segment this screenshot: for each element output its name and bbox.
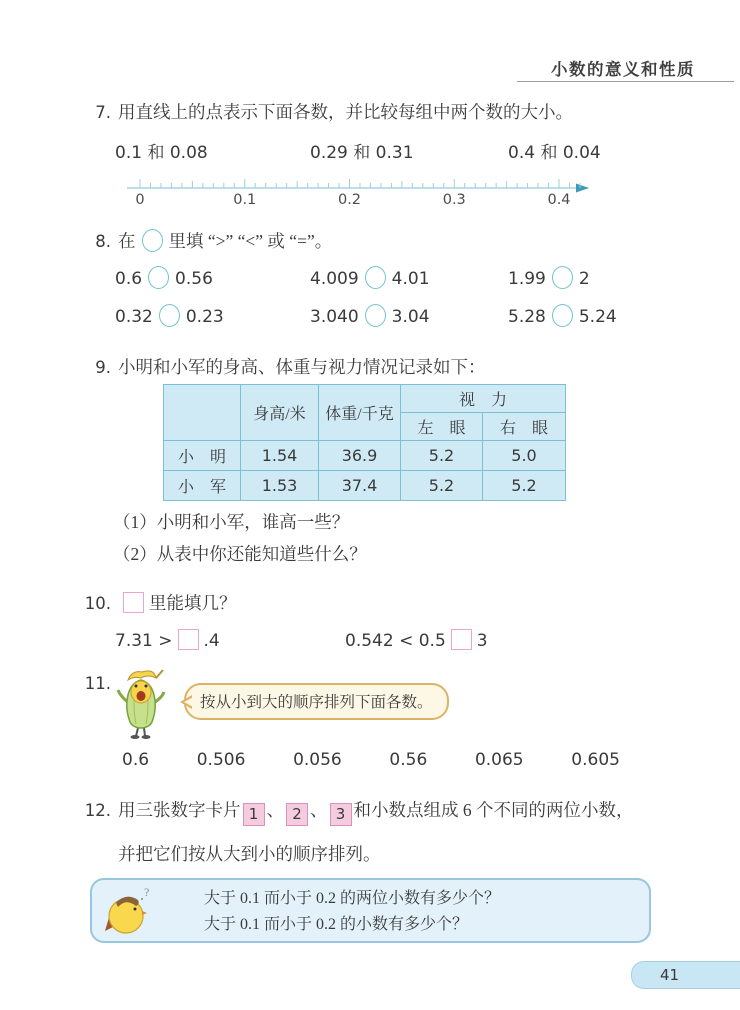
compare-circle-icon[interactable] <box>159 304 180 327</box>
page-number-badge <box>631 961 740 989</box>
compare-item: 0.32 0.23 <box>115 304 224 327</box>
problem-9-line <box>0 356 740 380</box>
problem-12-line-2: 并把它们按从大到小的顺序排列。 <box>118 844 381 864</box>
compare-circle-icon[interactable] <box>552 266 573 289</box>
col-header-weight: 体重/千克 <box>319 385 401 441</box>
problem-9-text: 小明和小军的身高、体重与视力情况记录如下： <box>118 357 486 377</box>
problem-9-number: 9. <box>95 358 111 377</box>
challenge-question-2: 大于 0.1 而小于 0.2 的小数有多少个？ <box>204 916 469 933</box>
fill-item-2: 0.542 < 0.5 3 <box>345 631 488 651</box>
tick-label-03: 0.3 <box>442 192 466 208</box>
compare-item: 1.99 2 <box>508 266 590 289</box>
problem-8-text-after: 里填 “>” “<” 或 “=”。 <box>168 231 333 251</box>
pair-2: 0.29 和 0.31 <box>310 143 414 163</box>
problem-8-number: 8. <box>95 232 111 251</box>
value-item: 0.6 <box>122 750 150 770</box>
problem-12-text-1: 用三张数字卡片 <box>118 800 241 820</box>
chick-mascot-icon <box>100 884 158 940</box>
compare-item: 0.6 0.56 <box>115 266 213 289</box>
compare-item: 5.28 5.24 <box>508 304 617 327</box>
problem-9-question-2: （2）从表中你还能知道些什么？ <box>113 544 367 564</box>
problem-7-line <box>0 101 740 125</box>
fill-box-icon[interactable] <box>451 629 472 650</box>
header-rule <box>517 81 734 82</box>
number-line-arrow-icon <box>576 184 589 193</box>
table-row: 小 明 1.54 36.9 5.2 5.0 <box>164 441 566 471</box>
digit-card-3: 3 <box>330 803 352 826</box>
problem-7-text: 用直线上的点表示下面各数，并比较每组中两个数的大小。 <box>118 102 573 122</box>
compare-circle-icon[interactable] <box>365 266 386 289</box>
digit-card-1: 1 <box>243 803 265 826</box>
number-line-svg <box>122 166 602 212</box>
chapter-title: 小数的意义和性质 <box>551 60 695 79</box>
problem-9-question-1: （1）小明和小军，谁高一些？ <box>113 512 350 532</box>
tick-label-04: 0.4 <box>547 192 571 208</box>
compare-circle-icon[interactable] <box>148 266 169 289</box>
value-item: 0.506 <box>196 750 246 770</box>
problem-8-line <box>0 229 740 254</box>
problem-11-number: 11. <box>84 674 111 693</box>
digit-card-2: 2 <box>286 803 308 826</box>
fill-item-1: 7.31 > .4 <box>115 631 220 651</box>
problem-10-number: 10. <box>84 594 111 613</box>
speech-bubble <box>184 683 449 720</box>
row-name: 小 军 <box>164 471 241 501</box>
col-header-height: 身高/米 <box>241 385 319 441</box>
compare-item: 3.040 3.04 <box>310 304 430 327</box>
tick-label-0: 0 <box>135 192 145 208</box>
col-header-right-eye: 右 眼 <box>483 413 566 441</box>
challenge-question-1: 大于 0.1 而小于 0.2 的两位小数有多少个？ <box>204 890 501 907</box>
value-item: 0.065 <box>474 750 524 770</box>
tick-label-02: 0.2 <box>337 192 362 208</box>
problem-11-values-row <box>122 750 620 770</box>
corn-mascot-icon <box>112 666 170 746</box>
value-item: 0.056 <box>293 750 342 770</box>
pair-1: 0.1 和 0.08 <box>115 143 208 163</box>
problem-7-number: 7. <box>95 103 111 122</box>
value-item: 0.605 <box>571 750 620 770</box>
col-header-vision: 视 力 <box>401 385 566 413</box>
compare-circle-icon[interactable] <box>365 304 386 327</box>
problem-10-line <box>0 592 740 616</box>
pair-3: 0.4 和 0.04 <box>508 143 601 163</box>
card-separator: 、 <box>310 800 328 820</box>
svg-text:?: ? <box>144 885 150 899</box>
fill-box-icon[interactable] <box>178 629 199 650</box>
table-row: 小 军 1.53 37.4 5.2 5.2 <box>164 471 566 501</box>
page-number: 41 <box>660 966 680 984</box>
value-item: 0.56 <box>389 750 428 770</box>
problem-12-line-1 <box>0 799 740 826</box>
stats-table <box>163 384 566 501</box>
compare-item: 4.009 4.01 <box>310 266 430 289</box>
compare-circle-icon[interactable] <box>552 304 573 327</box>
challenge-box <box>90 878 651 943</box>
problem-12-text-2: 和小数点组成 6 个不同的两位小数， <box>353 800 634 820</box>
speech-bubble-text: 按从小到大的顺序排列下面各数。 <box>200 694 433 711</box>
table-corner-cell <box>164 385 241 441</box>
fill-box-icon <box>123 592 144 613</box>
compare-circle-icon <box>142 229 163 252</box>
problem-8-text-before: 在 <box>118 231 136 251</box>
card-separator: 、 <box>266 800 284 820</box>
col-header-left-eye: 左 眼 <box>401 413 483 441</box>
problem-10-text: 里能填几？ <box>149 593 237 613</box>
row-name: 小 明 <box>164 441 241 471</box>
problem-12-number: 12. <box>84 801 111 820</box>
number-line <box>122 166 602 212</box>
tick-label-01: 0.1 <box>233 192 257 208</box>
